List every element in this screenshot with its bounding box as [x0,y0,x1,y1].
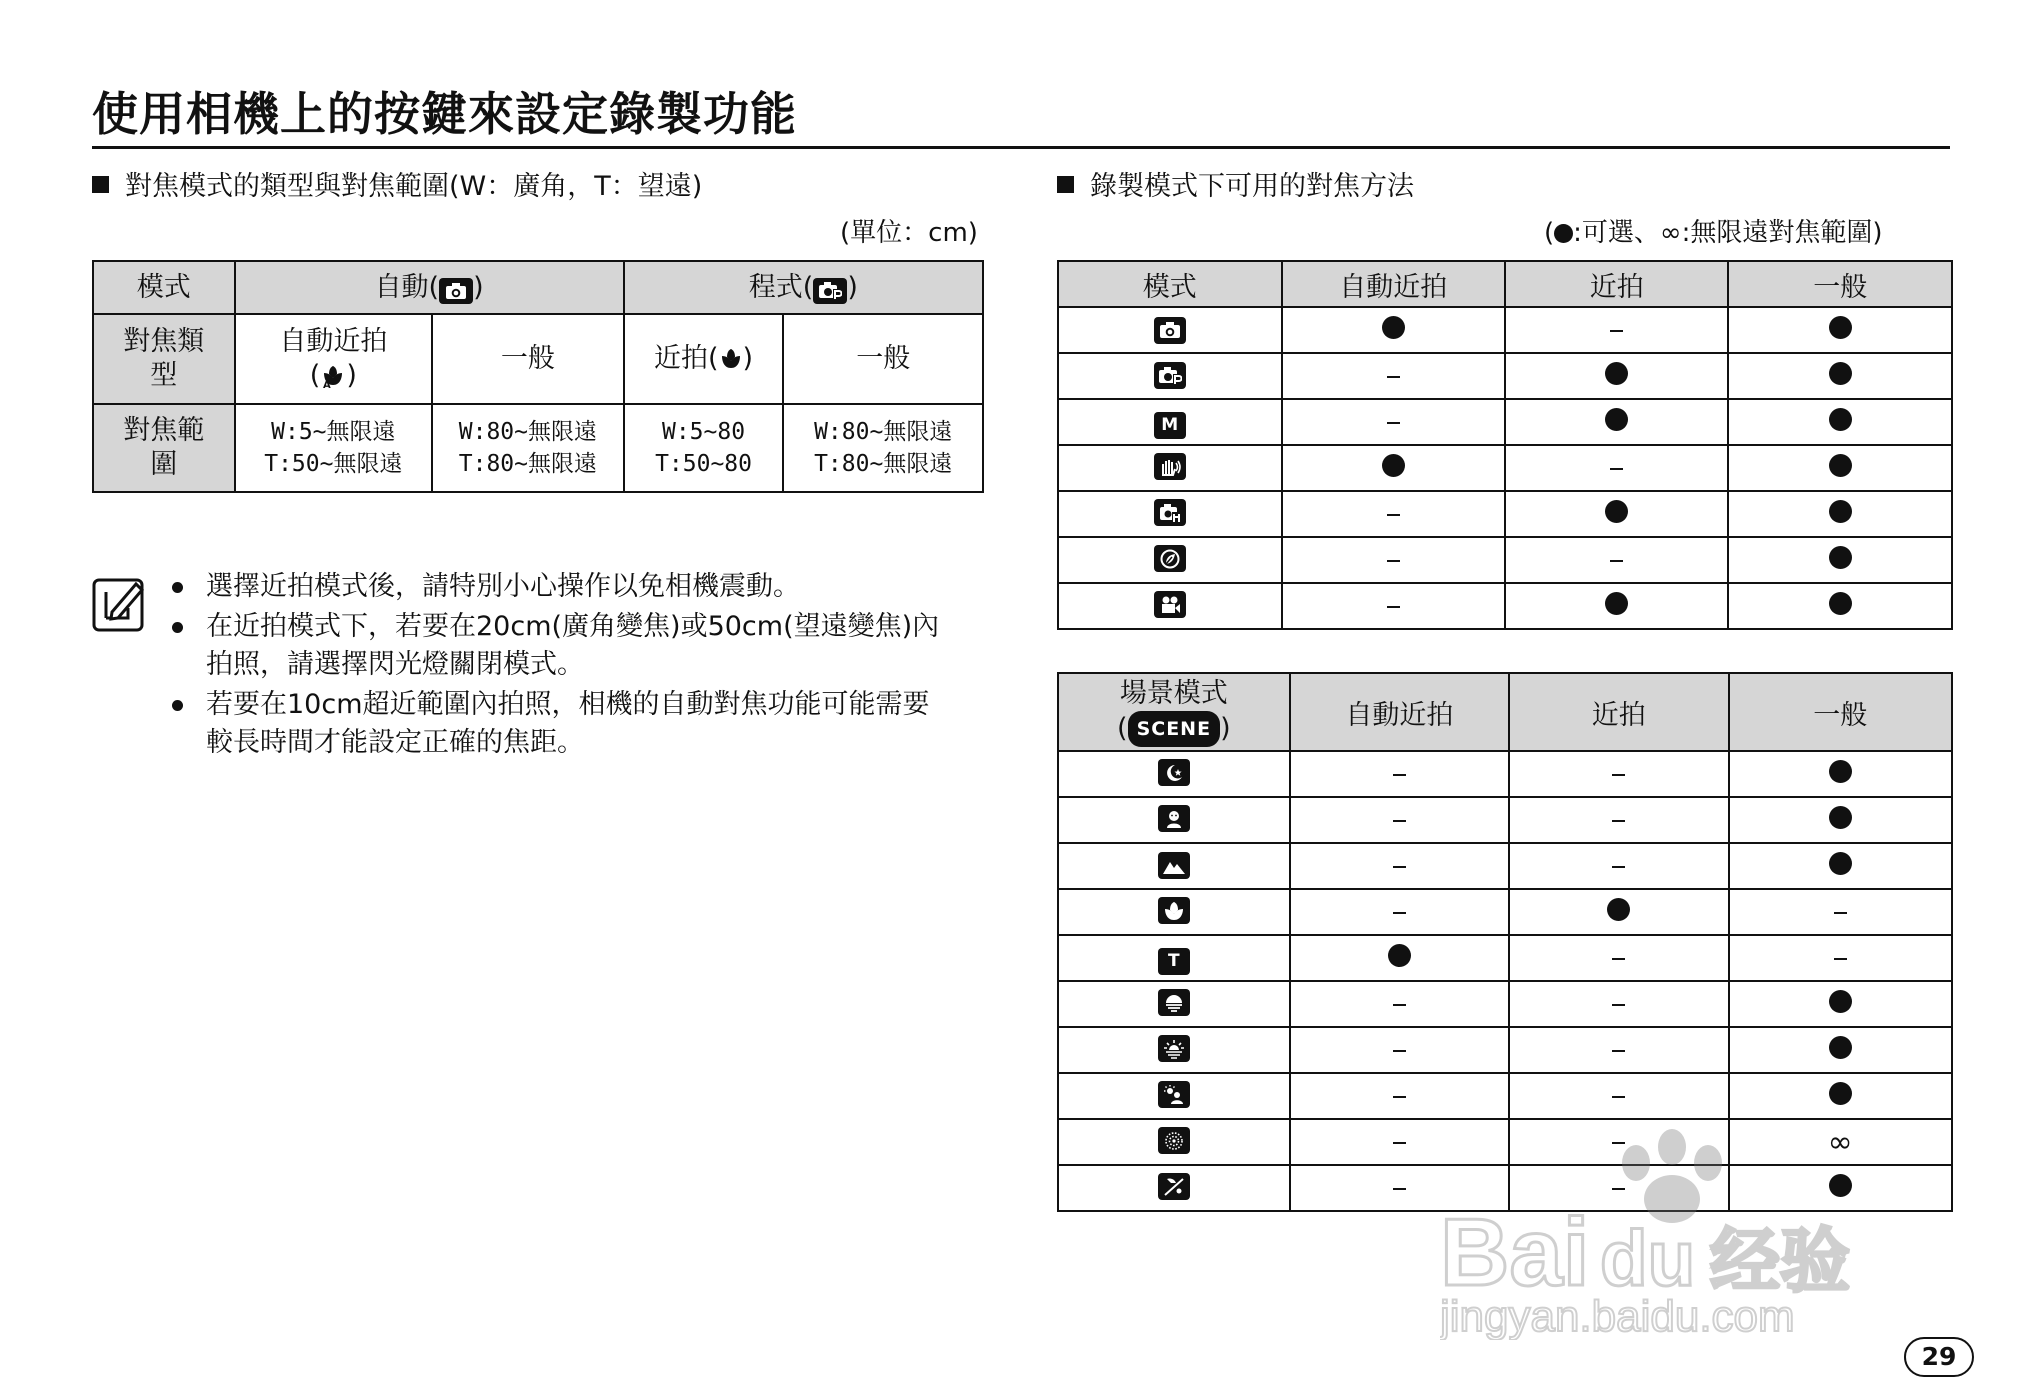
selectable-dot-icon [1829,316,1852,339]
focus-availability-cell [1290,889,1509,935]
unavailable-dash [1610,560,1623,562]
focus-availability-cell [1282,491,1505,537]
unavailable-dash [1834,912,1847,914]
mode-icon-cell [1058,1027,1290,1073]
mode-col-header: 模式 [1058,261,1282,307]
selectable-dot-icon [1382,316,1405,339]
infinity-symbol: ∞ [1827,1124,1853,1160]
selectable-dot-icon [1607,898,1630,921]
note-icon [92,578,146,632]
selectable-dot-icon [1829,1036,1852,1059]
macro-icon [719,343,743,374]
right-section-heading-text: 錄製模式下可用的對焦方法 [1090,171,1414,202]
unavailable-dash [1612,866,1625,868]
focus-availability-cell [1505,399,1728,445]
mode-icon-cell [1058,797,1290,843]
focus-availability-cell [1282,307,1505,353]
unavailable-dash [1393,1188,1406,1190]
scene-macro-col-header: 近拍 [1509,673,1728,751]
mode-icon-cell [1058,491,1282,537]
focus-availability-cell [1290,843,1509,889]
selectable-dot-icon [1829,454,1852,477]
focus-availability-cell [1729,843,1952,889]
mode-icon-cell [1058,537,1282,583]
page-title: 使用相機上的按鍵來設定錄製功能 [92,87,797,141]
scene-row [1058,1027,1952,1073]
mode-icon-cell [1058,445,1282,491]
mode-icon-cell [1058,399,1282,445]
scene-row [1058,1073,1952,1119]
unavailable-dash [1387,422,1400,424]
note-item: 若要在10cm超近範圍內拍照，相機的自動對焦功能可能需要 較長時間才能設定正確的焦距。 [206,686,939,762]
landscape-icon [1158,852,1190,879]
scene-normal-col-header: 一般 [1729,673,1952,751]
fireworks-icon [1158,1127,1190,1154]
scene-auto-macro-col-header: 自動近拍 [1290,673,1509,751]
auto-macro-col-header: 自動近拍 [1282,261,1505,307]
right-section-heading [1057,164,1414,203]
movie-icon [1154,591,1186,618]
auto-header: 自動( ) [235,261,624,314]
focus-availability-cell [1729,751,1952,797]
backlight-icon [1158,1081,1190,1108]
focus-availability-cell [1290,751,1509,797]
focus-availability-cell [1509,751,1728,797]
unavailable-dash [1612,774,1625,776]
focus-availability-cell [1290,981,1509,1027]
svg-text:经验: 经验 [1710,1220,1850,1302]
focus-availability-cell [1505,307,1728,353]
unavailable-dash [1387,606,1400,608]
square-bullet-icon [92,176,109,193]
mode-icon-cell [1058,307,1282,353]
range-cell: W:80~無限遠 T:80~無限遠 [432,404,624,492]
selectable-dot-icon [1829,852,1852,875]
selectable-dot-icon [1829,592,1852,615]
beach-snow-icon [1158,1173,1190,1200]
unavailable-dash [1612,958,1625,960]
sunset-icon [1158,989,1190,1016]
focus-availability-cell [1728,491,1952,537]
selectable-dot-icon [1382,454,1405,477]
unavailable-dash [1393,912,1406,914]
focus-availability-cell [1505,353,1728,399]
manual-icon: M [1154,412,1186,439]
focus-availability-cell [1509,889,1728,935]
focus-availability-cell [1282,399,1505,445]
selectable-dot-icon [1829,1082,1852,1105]
mode-row [1058,445,1952,491]
night-icon [1158,759,1190,786]
selectable-dot-icon [1829,546,1852,569]
focus-availability-cell [1282,445,1505,491]
focus-availability-cell [1729,981,1952,1027]
normal-col-header: 一般 [1728,261,1952,307]
svg-text:du: du [1600,1214,1696,1302]
range-cell: W:5~80 T:50~80 [624,404,784,492]
focus-availability-cell [1509,797,1728,843]
focus-availability-cell [1509,1027,1728,1073]
focus-availability-cell [1282,353,1505,399]
focus-availability-cell [1505,537,1728,583]
mode-icon-cell [1058,1119,1290,1165]
dual-is-icon [1154,453,1186,480]
focus-availability-cell [1728,353,1952,399]
focus-availability-cell [1290,797,1509,843]
svg-text:A: A [323,380,332,388]
focus-availability-cell [1729,797,1952,843]
focus-availability-cell [1728,537,1952,583]
mode-icon-cell [1058,583,1282,629]
photo-help-icon [1154,499,1186,526]
close-up-icon [1158,897,1190,924]
selectable-dot-icon [1605,500,1628,523]
focus-availability-cell [1290,1073,1509,1119]
focus-availability-cell [1282,583,1505,629]
svg-text:Bai: Bai [1440,1199,1590,1306]
range-cell: W:80~無限遠 T:80~無限遠 [783,404,983,492]
unavailable-dash [1387,560,1400,562]
focus-availability-cell [1509,843,1728,889]
mode-icon-cell [1058,843,1290,889]
scene-row [1058,843,1952,889]
unavailable-dash [1393,1004,1406,1006]
mode-icon-cell [1058,981,1290,1027]
selectable-dot-icon [1829,806,1852,829]
focus-availability-cell [1729,1073,1952,1119]
mode-icon-cell [1058,1165,1290,1211]
unavailable-dash [1612,1050,1625,1052]
auto-macro-icon [320,360,346,391]
note-item: 在近拍模式下，若要在20cm(廣角變焦)或50cm(望遠變焦)內 拍照，請選擇閃光燈關閉模式。 [206,608,939,684]
selectable-dot-icon [1829,362,1852,385]
mode-row [1058,399,1952,445]
unavailable-dash [1387,514,1400,516]
left-section-heading-text: 對焦模式的類型與對焦範圍(W：廣角，T：望遠) [125,171,703,202]
scene-badge-icon: SCENE [1128,711,1221,747]
mode-row [1058,537,1952,583]
normal-cell: 一般 [432,314,624,404]
unit-note: (單位：cm) [840,218,978,248]
focus-availability-cell [1509,1073,1728,1119]
focus-availability-cell [1505,491,1728,537]
unavailable-dash [1612,1004,1625,1006]
unavailable-dash [1393,820,1406,822]
focus-availability-cell [1728,307,1952,353]
focus-availability-cell [1505,583,1728,629]
focus-availability-cell [1728,583,1952,629]
portrait-icon [1158,805,1190,832]
focus-availability-cell [1290,935,1509,981]
selectable-dot-icon [1829,408,1852,431]
legend-note: ( :可選、∞:無限遠對焦範圍) [1544,218,1883,248]
title-divider [92,146,1950,149]
unavailable-dash [1393,1096,1406,1098]
watermark [1440,1125,1920,1340]
unavailable-dash [1834,958,1847,960]
note-item: 選擇近拍模式後，請特別小心操作以免相機震動。 [206,568,939,606]
macro-col-header: 近拍 [1505,261,1728,307]
unavailable-dash [1610,330,1623,332]
mode-row [1058,353,1952,399]
selectable-dot-icon [1605,408,1628,431]
unavailable-dash [1612,820,1625,822]
selectable-dot-icon [1829,760,1852,783]
focus-availability-cell [1509,935,1728,981]
focus-availability-cell [1729,935,1952,981]
svg-text:jingyan.baidu.com: jingyan.baidu.com [1440,1292,1795,1340]
unavailable-dash [1393,1050,1406,1052]
focus-availability-cell [1282,537,1505,583]
selectable-dot-icon [1605,362,1628,385]
focus-availability-cell [1505,445,1728,491]
selectable-dot-icon [1554,224,1573,243]
scene-row [1058,935,1952,981]
text-icon: T [1158,948,1190,975]
mode-row [1058,307,1952,353]
portrait-mode-icon [1154,545,1186,572]
camera-auto-icon [1154,317,1186,344]
focus-availability-cell [1729,1027,1952,1073]
dawn-icon [1158,1035,1190,1062]
mode-icon-cell [1058,889,1290,935]
macro-cell: 近拍( ) [624,314,784,404]
selectable-dot-icon [1388,944,1411,967]
camera-auto-icon [439,278,473,304]
mode-row [1058,491,1952,537]
scene-row [1058,751,1952,797]
focus-availability-cell [1509,981,1728,1027]
focus-range-label: 對焦範 圍 [93,404,235,492]
unavailable-dash [1610,468,1623,470]
normal-cell-2: 一般 [783,314,983,404]
range-cell: W:5~無限遠 T:50~無限遠 [235,404,433,492]
program-header: 程式( ) [624,261,983,314]
selectable-dot-icon [1829,500,1852,523]
focus-availability-cell [1290,1027,1509,1073]
square-bullet-icon [1057,176,1074,193]
mode-icon-cell [1058,751,1290,797]
page-number: 29 [1904,1337,1974,1377]
focus-range-table [92,260,984,493]
scene-row [1058,981,1952,1027]
program-icon [813,278,847,304]
focus-availability-cell [1728,399,1952,445]
scene-row [1058,889,1952,935]
mode-header: 模式 [93,261,235,314]
focus-type-label: 對焦類 型 [93,314,235,404]
mode-icon-cell [1058,353,1282,399]
selectable-dot-icon [1829,990,1852,1013]
scene-mode-col-header: 場景模式 ( SCENE ) [1058,673,1290,751]
unavailable-dash [1612,1096,1625,1098]
unavailable-dash [1387,376,1400,378]
notes-list [206,568,939,762]
mode-icon-cell [1058,935,1290,981]
selectable-dot-icon [1605,592,1628,615]
mode-icon-cell [1058,1073,1290,1119]
scene-row [1058,797,1952,843]
unavailable-dash [1393,866,1406,868]
unavailable-dash [1393,1142,1406,1144]
focus-availability-cell [1728,445,1952,491]
mode-focus-table [1057,260,1953,630]
unavailable-dash [1393,774,1406,776]
left-section-heading [92,164,702,203]
mode-row [1058,583,1952,629]
program-icon [1154,362,1186,389]
auto-macro-cell: 自動近拍 ( A ) [235,314,433,404]
focus-availability-cell [1729,889,1952,935]
